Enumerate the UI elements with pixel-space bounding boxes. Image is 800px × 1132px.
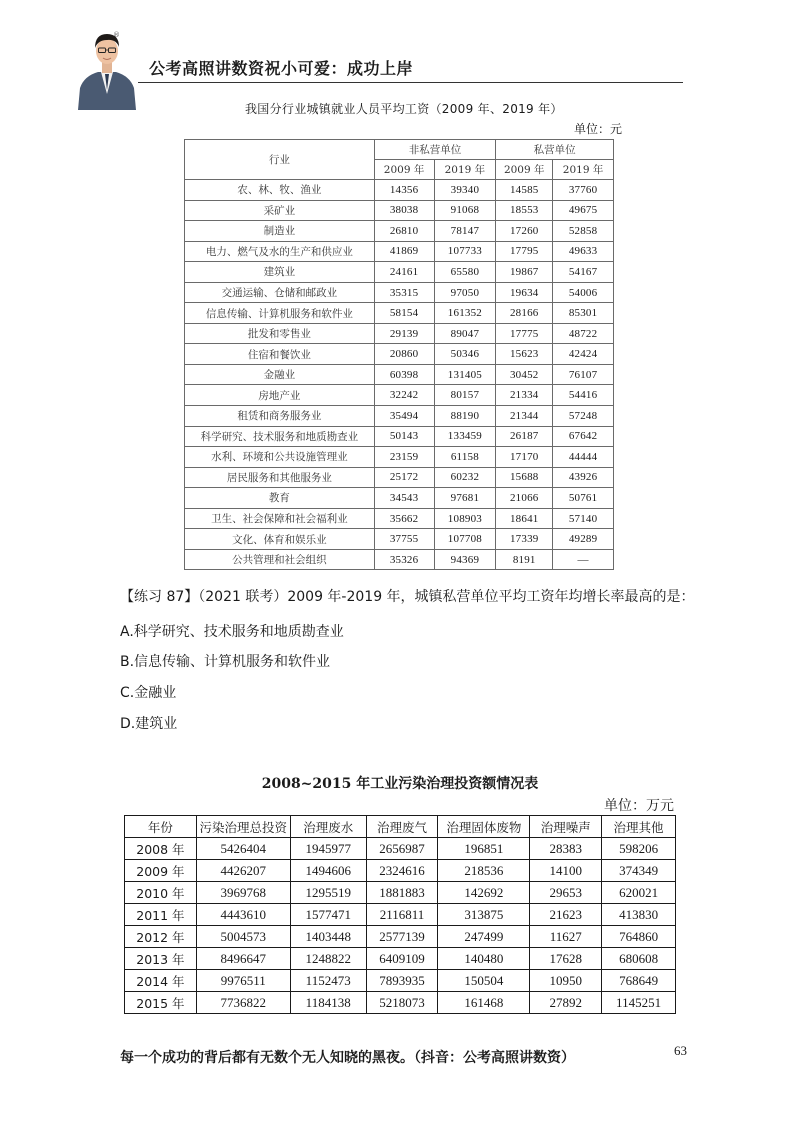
year-header: 2019 年 [553,160,614,180]
wage-cell: 78147 [434,221,496,242]
investment-cell: 598206 [602,838,676,860]
investment-cell: 1145251 [602,992,676,1014]
table-row [185,303,614,324]
investment-cell: 10950 [530,970,602,992]
wage-cell: 29139 [374,323,434,344]
wage-cell: 14356 [374,180,434,201]
investment-cell: 764860 [602,926,676,948]
wage-cell: 26810 [374,221,434,242]
wage-cell: 15688 [496,467,553,488]
column-header: 治理废气 [366,816,438,838]
person-portrait-icon [76,24,138,110]
wage-cell: 34543 [374,488,434,509]
wage-cell: 133459 [434,426,496,447]
table-row [185,221,614,242]
table-row [185,282,614,303]
wage-cell: 18641 [496,508,553,529]
wage-cell: 60232 [434,467,496,488]
investment-cell: 1577471 [290,904,366,926]
wage-cell: 42424 [553,344,614,365]
investment-cell: 680608 [602,948,676,970]
wage-cell: 35315 [374,282,434,303]
pollution-investment-table [124,815,676,1014]
investment-cell: 7736822 [196,992,290,1014]
wage-cell: 97681 [434,488,496,509]
investment-cell: 6409109 [366,948,438,970]
wage-cell: 60398 [374,364,434,385]
wage-cell: — [553,549,614,570]
wage-cell: 80157 [434,385,496,406]
wage-cell: 91068 [434,200,496,221]
table-row [125,882,676,904]
wage-cell: 8191 [496,549,553,570]
table-row [185,344,614,365]
table-row [185,180,614,201]
column-header: 治理噪声 [530,816,602,838]
wage-cell: 61158 [434,447,496,468]
wage-cell: 50143 [374,426,434,447]
wage-cell: 37760 [553,180,614,201]
wage-cell: 25172 [374,467,434,488]
year-cell: 2013 年 [125,948,197,970]
investment-cell: 5218073 [366,992,438,1014]
year-header: 2019 年 [434,160,496,180]
trademark-mark: ® [113,31,120,39]
investment-cell: 313875 [438,904,530,926]
wage-cell: 35326 [374,549,434,570]
investment-cell: 21623 [530,904,602,926]
table-row [125,970,676,992]
table-row [185,447,614,468]
investment-cell: 161468 [438,992,530,1014]
industry-cell: 批发和零售业 [185,323,375,344]
wage-cell: 54167 [553,262,614,283]
investment-cell: 4426207 [196,860,290,882]
wage-cell: 57140 [553,508,614,529]
industry-cell: 公共管理和社会组织 [185,549,375,570]
column-header: 治理废水 [290,816,366,838]
group-header-private: 私营单位 [496,140,614,160]
option-c[interactable]: C.金融业 [120,685,177,701]
industry-cell: 农、林、牧、渔业 [185,180,375,201]
year-cell: 2008 年 [125,838,197,860]
table-row [125,948,676,970]
wage-cell: 49633 [553,241,614,262]
industry-cell: 信息传输、计算机服务和软件业 [185,303,375,324]
investment-cell: 140480 [438,948,530,970]
industry-cell: 金融业 [185,364,375,385]
industry-cell: 水利、环境和公共设施管理业 [185,447,375,468]
year-header: 2009 年 [374,160,434,180]
column-header: 治理固体废物 [438,816,530,838]
table-row [185,529,614,550]
investment-cell: 17628 [530,948,602,970]
table-row [125,926,676,948]
wage-cell: 24161 [374,262,434,283]
presenter-photo [76,24,138,110]
wage-cell: 21344 [496,406,553,427]
investment-cell: 7893935 [366,970,438,992]
investment-cell: 1295519 [290,882,366,904]
wage-cell: 21066 [496,488,553,509]
table-row [185,262,614,283]
investment-cell: 5004573 [196,926,290,948]
wage-cell: 19634 [496,282,553,303]
table-row [125,904,676,926]
investment-cell: 28383 [530,838,602,860]
investment-cell: 1184138 [290,992,366,1014]
investment-cell: 5426404 [196,838,290,860]
column-header: 年份 [125,816,197,838]
investment-cell: 9976511 [196,970,290,992]
wage-cell: 43926 [553,467,614,488]
wage-cell: 41869 [374,241,434,262]
year-cell: 2009 年 [125,860,197,882]
wage-cell: 17775 [496,323,553,344]
wage-cell: 52858 [553,221,614,242]
table-row [185,200,614,221]
group-header-nonprivate: 非私营单位 [374,140,496,160]
option-a[interactable]: A.科学研究、技术服务和地质勘查业 [120,624,344,640]
wage-cell: 54006 [553,282,614,303]
table2-caption: 2008~2015 年工业污染治理投资额情况表 [261,776,539,792]
wage-cell: 17795 [496,241,553,262]
table-row [185,488,614,509]
investment-cell: 1945977 [290,838,366,860]
investment-cell: 374349 [602,860,676,882]
wage-cell: 67642 [553,426,614,447]
investment-cell: 29653 [530,882,602,904]
wage-cell: 30452 [496,364,553,385]
table2-header-row [125,816,676,838]
industry-cell: 电力、燃气及水的生产和供应业 [185,241,375,262]
wage-cell: 35494 [374,406,434,427]
industry-cell: 卫生、社会保障和社会福利业 [185,508,375,529]
wage-cell: 58154 [374,303,434,324]
footer-slogan: 每一个成功的背后都有无数个无人知晓的黑夜。（抖音：公考高照讲数资） [120,1050,575,1066]
investment-cell: 1248822 [290,948,366,970]
investment-cell: 1881883 [366,882,438,904]
year-cell: 2012 年 [125,926,197,948]
year-cell: 2010 年 [125,882,197,904]
table1-header-row [185,140,614,160]
wage-cell: 38038 [374,200,434,221]
investment-cell: 3969768 [196,882,290,904]
header-divider [138,82,683,83]
wage-cell: 39340 [434,180,496,201]
table-row [185,364,614,385]
wage-cell: 94369 [434,549,496,570]
investment-cell: 2656987 [366,838,438,860]
industry-cell: 教育 [185,488,375,509]
wage-cell: 65580 [434,262,496,283]
industry-cell: 居民服务和其他服务业 [185,467,375,488]
wage-table [184,139,614,570]
industry-cell: 房地产业 [185,385,375,406]
investment-cell: 1403448 [290,926,366,948]
table-row [125,992,676,1014]
wage-cell: 20860 [374,344,434,365]
investment-cell: 4443610 [196,904,290,926]
wage-cell: 28166 [496,303,553,324]
investment-cell: 196851 [438,838,530,860]
wage-cell: 49289 [553,529,614,550]
table1-unit: 单位：元 [574,122,623,136]
industry-cell: 住宿和餐饮业 [185,344,375,365]
industry-cell: 采矿业 [185,200,375,221]
table-row [185,406,614,427]
industry-cell: 科学研究、技术服务和地质勘查业 [185,426,375,447]
investment-cell: 142692 [438,882,530,904]
investment-cell: 27892 [530,992,602,1014]
wage-cell: 50761 [553,488,614,509]
table-row [185,508,614,529]
investment-cell: 11627 [530,926,602,948]
wage-cell: 88190 [434,406,496,427]
wage-cell: 35662 [374,508,434,529]
wage-cell: 26187 [496,426,553,447]
wage-cell: 54416 [553,385,614,406]
table-row [185,549,614,570]
investment-cell: 218536 [438,860,530,882]
industry-cell: 制造业 [185,221,375,242]
wage-cell: 19867 [496,262,553,283]
wage-cell: 57248 [553,406,614,427]
column-header: 治理其他 [602,816,676,838]
wage-cell: 17170 [496,447,553,468]
table-row [185,467,614,488]
investment-cell: 8496647 [196,948,290,970]
investment-cell: 768649 [602,970,676,992]
wage-cell: 108903 [434,508,496,529]
wage-cell: 21334 [496,385,553,406]
investment-cell: 2324616 [366,860,438,882]
investment-cell: 620021 [602,882,676,904]
wage-cell: 18553 [496,200,553,221]
year-cell: 2014 年 [125,970,197,992]
investment-cell: 1152473 [290,970,366,992]
industry-cell: 文化、体育和娱乐业 [185,529,375,550]
wage-cell: 14585 [496,180,553,201]
industry-cell: 交通运输、仓储和邮政业 [185,282,375,303]
wage-cell: 76107 [553,364,614,385]
question-text: 【练习 87】（2021 联考）2009 年-2019 年，城镇私营单位平均工资年均增长率最高的是： [120,589,695,605]
wage-cell: 49675 [553,200,614,221]
wage-cell: 131405 [434,364,496,385]
investment-cell: 2116811 [366,904,438,926]
year-cell: 2011 年 [125,904,197,926]
investment-cell: 413830 [602,904,676,926]
table1-caption: 我国分行业城镇就业人员平均工资（2009 年、2019 年） [245,102,563,116]
industry-cell: 租赁和商务服务业 [185,406,375,427]
wage-cell: 161352 [434,303,496,324]
page-number: 63 [674,1043,687,1058]
table-row [185,385,614,406]
year-header: 2009 年 [496,160,553,180]
table-row [125,860,676,882]
investment-cell: 150504 [438,970,530,992]
wage-cell: 15623 [496,344,553,365]
table-row [185,426,614,447]
wage-cell: 37755 [374,529,434,550]
wage-cell: 32242 [374,385,434,406]
wage-cell: 17260 [496,221,553,242]
wage-cell: 107708 [434,529,496,550]
option-b[interactable]: B.信息传输、计算机服务和软件业 [120,654,331,670]
wage-cell: 97050 [434,282,496,303]
wage-cell: 48722 [553,323,614,344]
investment-cell: 247499 [438,926,530,948]
table-row [185,241,614,262]
wage-cell: 44444 [553,447,614,468]
column-header: 污染治理总投资 [196,816,290,838]
header-title: 公考高照讲数资祝小可爱：成功上岸 [149,59,414,78]
investment-cell: 14100 [530,860,602,882]
investment-cell: 2577139 [366,926,438,948]
table-row [185,323,614,344]
industry-cell: 建筑业 [185,262,375,283]
wage-cell: 17339 [496,529,553,550]
wage-cell: 50346 [434,344,496,365]
wage-cell: 85301 [553,303,614,324]
wage-cell: 107733 [434,241,496,262]
wage-cell: 89047 [434,323,496,344]
investment-cell: 1494606 [290,860,366,882]
year-cell: 2015 年 [125,992,197,1014]
table-row [125,838,676,860]
table2-unit: 单位：万元 [604,798,674,814]
industry-header: 行业 [185,140,375,180]
option-d[interactable]: D.建筑业 [120,716,178,732]
wage-cell: 23159 [374,447,434,468]
